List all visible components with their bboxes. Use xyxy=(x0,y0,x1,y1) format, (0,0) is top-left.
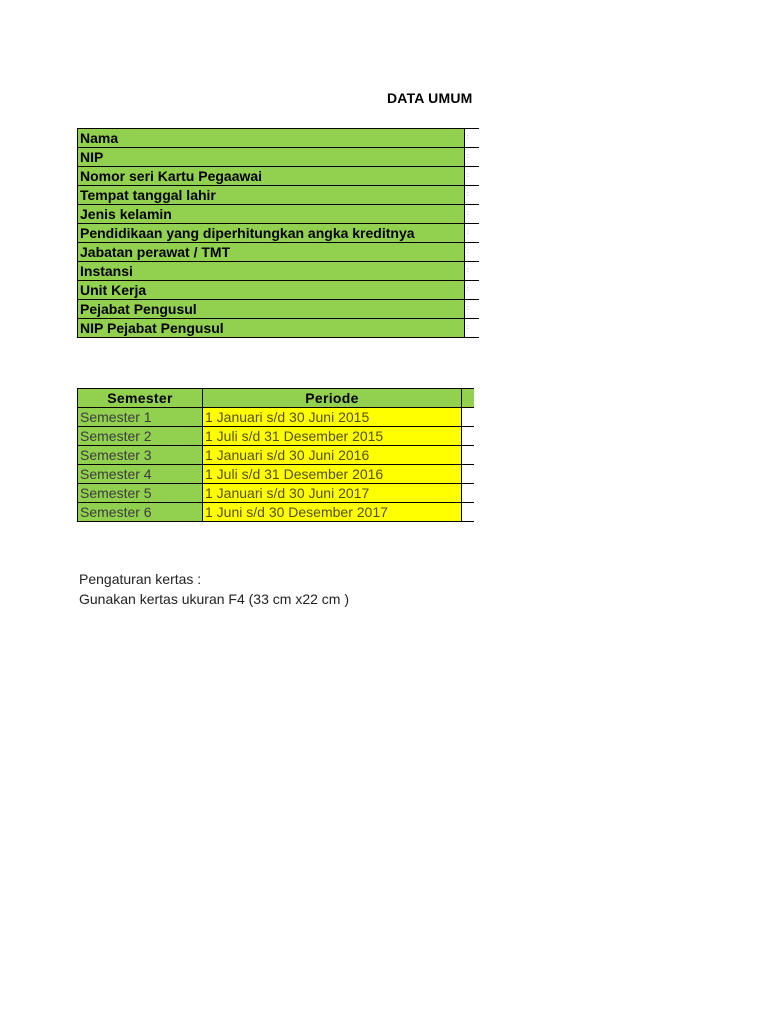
table-row xyxy=(78,224,480,243)
table-row xyxy=(78,167,480,186)
row-label-nip-pejabat: NIP Pejabat Pengusul xyxy=(78,319,465,338)
empty-cell[interactable] xyxy=(462,465,475,484)
value-cell-instansi[interactable]: : xyxy=(465,262,480,281)
empty-cell[interactable] xyxy=(462,484,475,503)
paper-settings-note xyxy=(79,569,349,609)
value-cell-pendidikan[interactable]: : xyxy=(465,224,480,243)
value-cell-pejabat-pengusul[interactable]: : xyxy=(465,300,480,319)
value-cell-nama[interactable]: : xyxy=(465,129,480,148)
periode-cell: 1 Juli s/d 31 Desember 2016 xyxy=(203,465,462,484)
empty-cell[interactable] xyxy=(462,408,475,427)
row-label-nomor-seri: Nomor seri Kartu Pegaawai xyxy=(78,167,465,186)
semester-cell: Semester 3 xyxy=(78,446,203,465)
row-label-jabatan: Jabatan perawat / TMT xyxy=(78,243,465,262)
table-row xyxy=(78,129,480,148)
value-cell-nip-pejabat[interactable]: : xyxy=(465,319,480,338)
table-row xyxy=(78,205,480,224)
value-cell-tempat-tanggal-lahir[interactable]: : xyxy=(465,186,480,205)
semester-cell: Semester 4 xyxy=(78,465,203,484)
table-row xyxy=(78,262,480,281)
table-row xyxy=(78,484,475,503)
table-row xyxy=(78,186,480,205)
table-row xyxy=(78,148,480,167)
table-row xyxy=(78,408,475,427)
periode-cell: 1 Januari s/d 30 Juni 2017 xyxy=(203,484,462,503)
periode-cell: 1 Juli s/d 31 Desember 2015 xyxy=(203,427,462,446)
value-cell-unit-kerja[interactable]: : xyxy=(465,281,480,300)
column-header-periode: Periode xyxy=(203,389,462,408)
value-cell-jabatan[interactable]: : xyxy=(465,243,480,262)
row-label-pejabat-pengusul: Pejabat Pengusul xyxy=(78,300,465,319)
row-label-unit-kerja: Unit Kerja xyxy=(78,281,465,300)
row-label-instansi: Instansi xyxy=(78,262,465,281)
table-header-row xyxy=(78,389,475,408)
value-cell-nip[interactable]: : xyxy=(465,148,480,167)
table-row xyxy=(78,427,475,446)
semester-cell: Semester 1 xyxy=(78,408,203,427)
semester-cell: Semester 5 xyxy=(78,484,203,503)
periode-cell: 1 Januari s/d 30 Juni 2016 xyxy=(203,446,462,465)
row-label-nama: Nama xyxy=(78,129,465,148)
empty-cell[interactable] xyxy=(462,446,475,465)
page-title: DATA UMUM xyxy=(387,90,473,106)
note-line-instruction: Gunakan kertas ukuran F4 (33 cm x22 cm ) xyxy=(79,591,349,607)
periode-cell: 1 Juni s/d 30 Desember 2017 xyxy=(203,503,462,522)
table-row xyxy=(78,503,475,522)
table-row xyxy=(78,300,480,319)
row-label-jenis-kelamin: Jenis kelamin xyxy=(78,205,465,224)
table-row xyxy=(78,465,475,484)
empty-cell[interactable] xyxy=(462,427,475,446)
column-header-blank xyxy=(462,389,475,408)
table-row xyxy=(78,319,480,338)
table-row xyxy=(78,281,480,300)
value-cell-nomor-seri[interactable]: : xyxy=(465,167,480,186)
row-label-nip: NIP xyxy=(78,148,465,167)
note-line-title: Pengaturan kertas : xyxy=(79,571,202,587)
semester-cell: Semester 2 xyxy=(78,427,203,446)
empty-cell[interactable] xyxy=(462,503,475,522)
semester-table xyxy=(77,388,474,522)
personal-data-table xyxy=(77,128,479,338)
table-row xyxy=(78,243,480,262)
column-header-semester: Semester xyxy=(78,389,203,408)
semester-cell: Semester 6 xyxy=(78,503,203,522)
value-cell-jenis-kelamin[interactable]: : xyxy=(465,205,480,224)
periode-cell: 1 Januari s/d 30 Juni 2015 xyxy=(203,408,462,427)
row-label-tempat-tanggal-lahir: Tempat tanggal lahir xyxy=(78,186,465,205)
row-label-pendidikan: Pendidikaan yang diperhitungkan angka kreditnya xyxy=(78,224,465,243)
table-row xyxy=(78,446,475,465)
